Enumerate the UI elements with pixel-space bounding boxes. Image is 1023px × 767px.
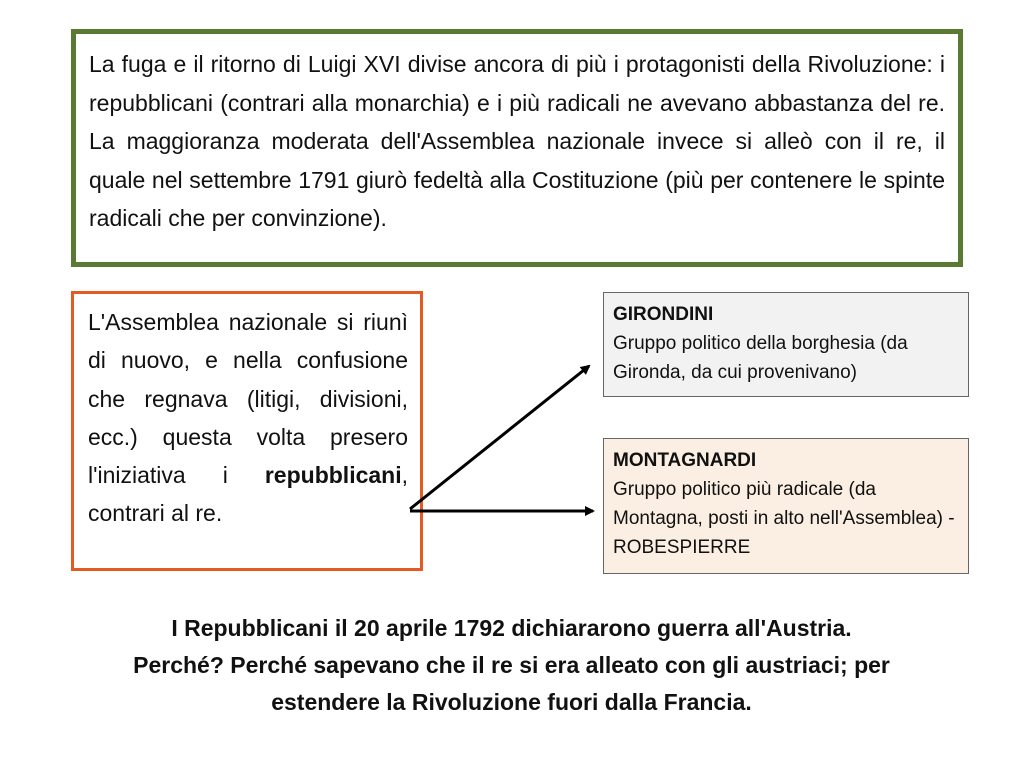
conclusion-text: [60, 610, 963, 721]
montagnardi-card: [603, 438, 969, 574]
conclusion-line-3: estendere la Rivoluzione fuori dalla Francia.: [271, 689, 752, 715]
republicans-keyword: repubblicani: [264, 462, 402, 489]
conclusion-line-2: Perché? Perché sapevano che il re si era alleato con gli austriaci; per: [133, 652, 890, 678]
assembly-text-start: L'Assemblea nazionale si riunì di nuovo, e nella confusione che regnava (litigi, divisioni, ecc.) questa volta presero l'iniziativa i: [88, 309, 408, 489]
assembly-text-end: , contrari al re.: [88, 462, 408, 527]
arrow-to-girondini: [410, 366, 589, 509]
girondini-description: Gruppo politico della borghesia (da Gironda, da cui provenivano): [613, 333, 908, 383]
girondini-title: GIRONDINI: [613, 304, 714, 325]
intro-paragraph: La fuga e il ritorno di Luigi XVI divise ancora di più i protagonisti della Rivoluzione: i repubblicani (contrari alla monarchia) e i più radicali ne avevano abbastanza del re. La maggioranza moderata dell'Assemblea nazionale invece si alleò con il re, il quale nel settembre 1791 giurò fedeltà alla Costituzione (più per contenere le spinte radicali che per convinzione).: [89, 51, 945, 231]
conclusion-line-1: I Repubblicani il 20 aprile 1792 dichiararono guerra all'Austria.: [171, 615, 852, 641]
girondini-card: [603, 292, 969, 397]
montagnardi-description: Gruppo politico più radicale (da Montagna, posti in alto nell'Assemblea) - ROBESPIERRE: [613, 479, 955, 558]
montagnardi-title: MONTAGNARDI: [613, 450, 757, 471]
